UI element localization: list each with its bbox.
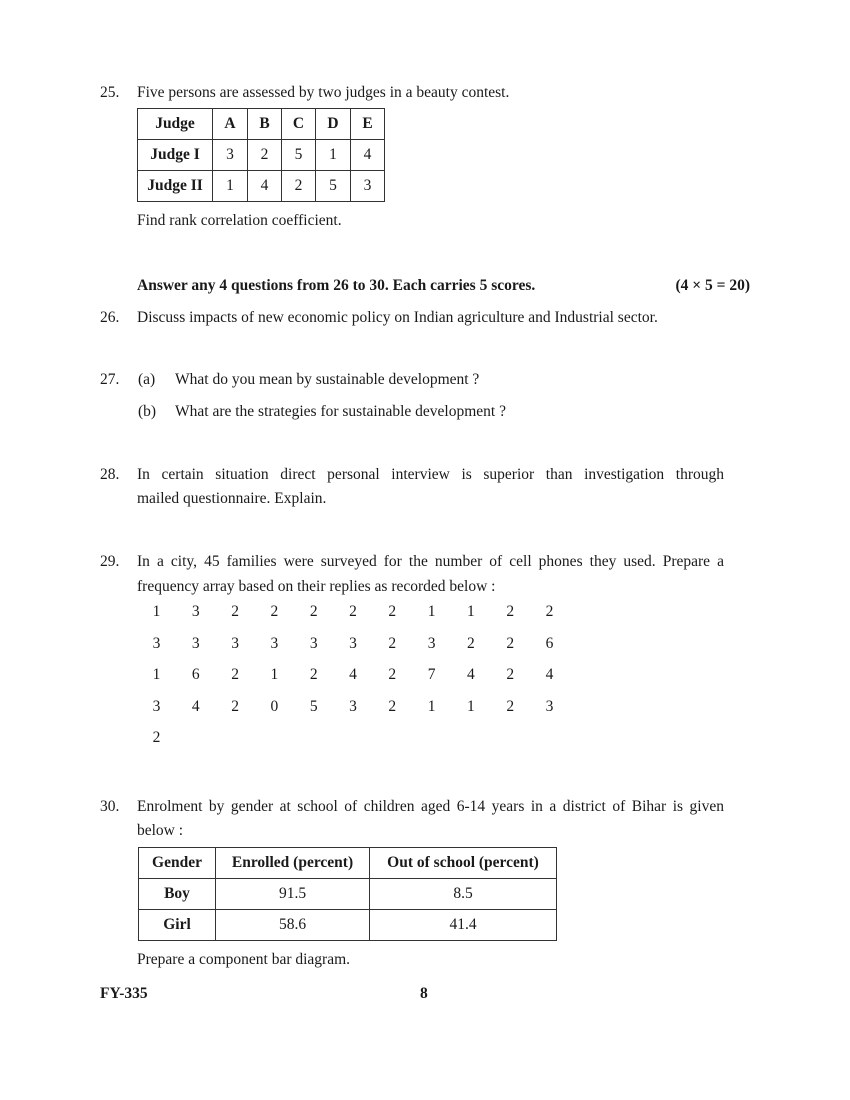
data-value: 3 (545, 697, 554, 715)
table-cell: Enrolled (percent) (216, 848, 370, 879)
q30-followup: Prepare a component bar diagram. (137, 951, 351, 968)
q25-text: Five persons are assessed by two judges in a beauty contest. (137, 84, 510, 101)
table-row (138, 140, 385, 171)
data-value: 4 (545, 666, 554, 683)
table-row (139, 879, 557, 910)
q30-line2: below : (137, 822, 184, 839)
q27-b-text: What are the strategies for sustainable development ? (175, 403, 506, 420)
q26-number: 26. (100, 309, 120, 326)
q25-rank-table (137, 108, 385, 202)
data-value: 2 (270, 603, 279, 620)
data-value: 1 (467, 603, 475, 620)
q27-b-label: (b) (138, 403, 157, 420)
data-value: 1 (427, 603, 436, 620)
data-value: 2 (506, 634, 515, 652)
table-cell: 41.4 (370, 910, 557, 941)
table-cell: Judge (138, 109, 213, 140)
table-row (139, 910, 557, 941)
data-value: 6 (545, 634, 554, 652)
q25-followup: Find rank correlation coefficient. (137, 212, 342, 229)
data-value: 3 (191, 634, 200, 652)
data-value: 6 (191, 666, 200, 683)
q27-a-label: (a) (138, 371, 156, 388)
section-instruction: Answer any 4 questions from 26 to 30. Each carries 5 scores. (137, 277, 536, 294)
data-value: 2 (231, 697, 239, 715)
data-value: 3 (427, 634, 436, 652)
data-value: 2 (231, 603, 239, 620)
table-cell: 2 (282, 171, 316, 202)
data-value: 7 (427, 666, 436, 683)
data-value: 2 (506, 603, 515, 620)
table-cell: 3 (213, 140, 248, 171)
data-value: 2 (309, 603, 318, 620)
data-value: 3 (152, 634, 161, 652)
q27-a-text: What do you mean by sustainable development ? (175, 371, 480, 388)
data-value: 2 (388, 634, 397, 652)
table-cell: D (316, 109, 351, 140)
data-value: 3 (231, 634, 239, 652)
data-value: 3 (191, 603, 200, 620)
table-cell: 2 (248, 140, 282, 171)
table-cell: 3 (351, 171, 385, 202)
data-value: 2 (388, 603, 397, 620)
table-header-row (139, 848, 557, 879)
data-value: 4 (467, 666, 475, 683)
data-value: 2 (545, 603, 554, 620)
q29-number: 29. (100, 553, 120, 570)
table-cell: 4 (351, 140, 385, 171)
section-marks: (4 × 5 = 20) (675, 277, 750, 294)
table-cell: E (351, 109, 385, 140)
data-value: 2 (388, 697, 397, 715)
table-cell: Girl (139, 910, 216, 941)
table-cell: 1 (316, 140, 351, 171)
data-value: 2 (309, 666, 318, 683)
table-cell: Judge II (138, 171, 213, 202)
q29-line1: In a city, 45 families were surveyed for the number of cell phones they used. Prepare a (137, 553, 724, 570)
data-value: 3 (152, 697, 161, 715)
table-cell: Gender (139, 848, 216, 879)
table-cell: 5 (282, 140, 316, 171)
q28-line2: mailed questionnaire. Explain. (137, 490, 327, 507)
q25-number: 25. (100, 84, 120, 101)
data-value: 2 (152, 729, 161, 746)
data-value: 1 (152, 603, 161, 620)
q27-number: 27. (100, 371, 120, 388)
table-cell: Out of school (percent) (370, 848, 557, 879)
table-cell: Boy (139, 879, 216, 910)
data-value: 2 (506, 697, 515, 715)
data-value: 2 (231, 666, 239, 683)
table-cell: Judge I (138, 140, 213, 171)
data-value: 2 (506, 666, 515, 683)
q26-text: Discuss impacts of new economic policy on Indian agriculture and Industrial sector. (137, 309, 658, 326)
data-value: 1 (152, 666, 161, 683)
data-value: 3 (270, 634, 279, 652)
data-value: 1 (270, 666, 279, 683)
table-header-row (138, 109, 385, 140)
table-cell: 91.5 (216, 879, 370, 910)
data-value: 3 (349, 634, 357, 652)
table-cell: A (213, 109, 248, 140)
table-cell: 8.5 (370, 879, 557, 910)
data-value: 1 (467, 697, 475, 715)
data-value: 2 (388, 666, 397, 683)
page-number: 8 (420, 985, 428, 1002)
q30-line1: Enrolment by gender at school of children aged 6-14 years in a district of Bihar is given (137, 798, 724, 815)
table-cell: 1 (213, 171, 248, 202)
table-cell: 58.6 (216, 910, 370, 941)
q30-enrolment-table (138, 847, 557, 941)
q28-line1: In certain situation direct personal interview is superior than investigation through (137, 466, 724, 483)
data-value: 0 (270, 697, 279, 715)
q29-line2: frequency array based on their replies as recorded below : (137, 578, 496, 595)
data-value: 3 (309, 634, 318, 652)
table-cell: C (282, 109, 316, 140)
data-value: 2 (349, 603, 357, 620)
table-row (138, 171, 385, 202)
table-cell: 5 (316, 171, 351, 202)
table-cell: B (248, 109, 282, 140)
data-value: 2 (467, 634, 475, 652)
data-value: 1 (427, 697, 436, 715)
data-value: 5 (309, 697, 318, 715)
data-value: 3 (349, 697, 357, 715)
table-cell: 4 (248, 171, 282, 202)
footer-code: FY-335 (100, 985, 148, 1002)
data-value: 4 (191, 697, 200, 715)
q30-number: 30. (100, 798, 120, 815)
q28-number: 28. (100, 466, 120, 483)
data-value: 4 (349, 666, 357, 683)
